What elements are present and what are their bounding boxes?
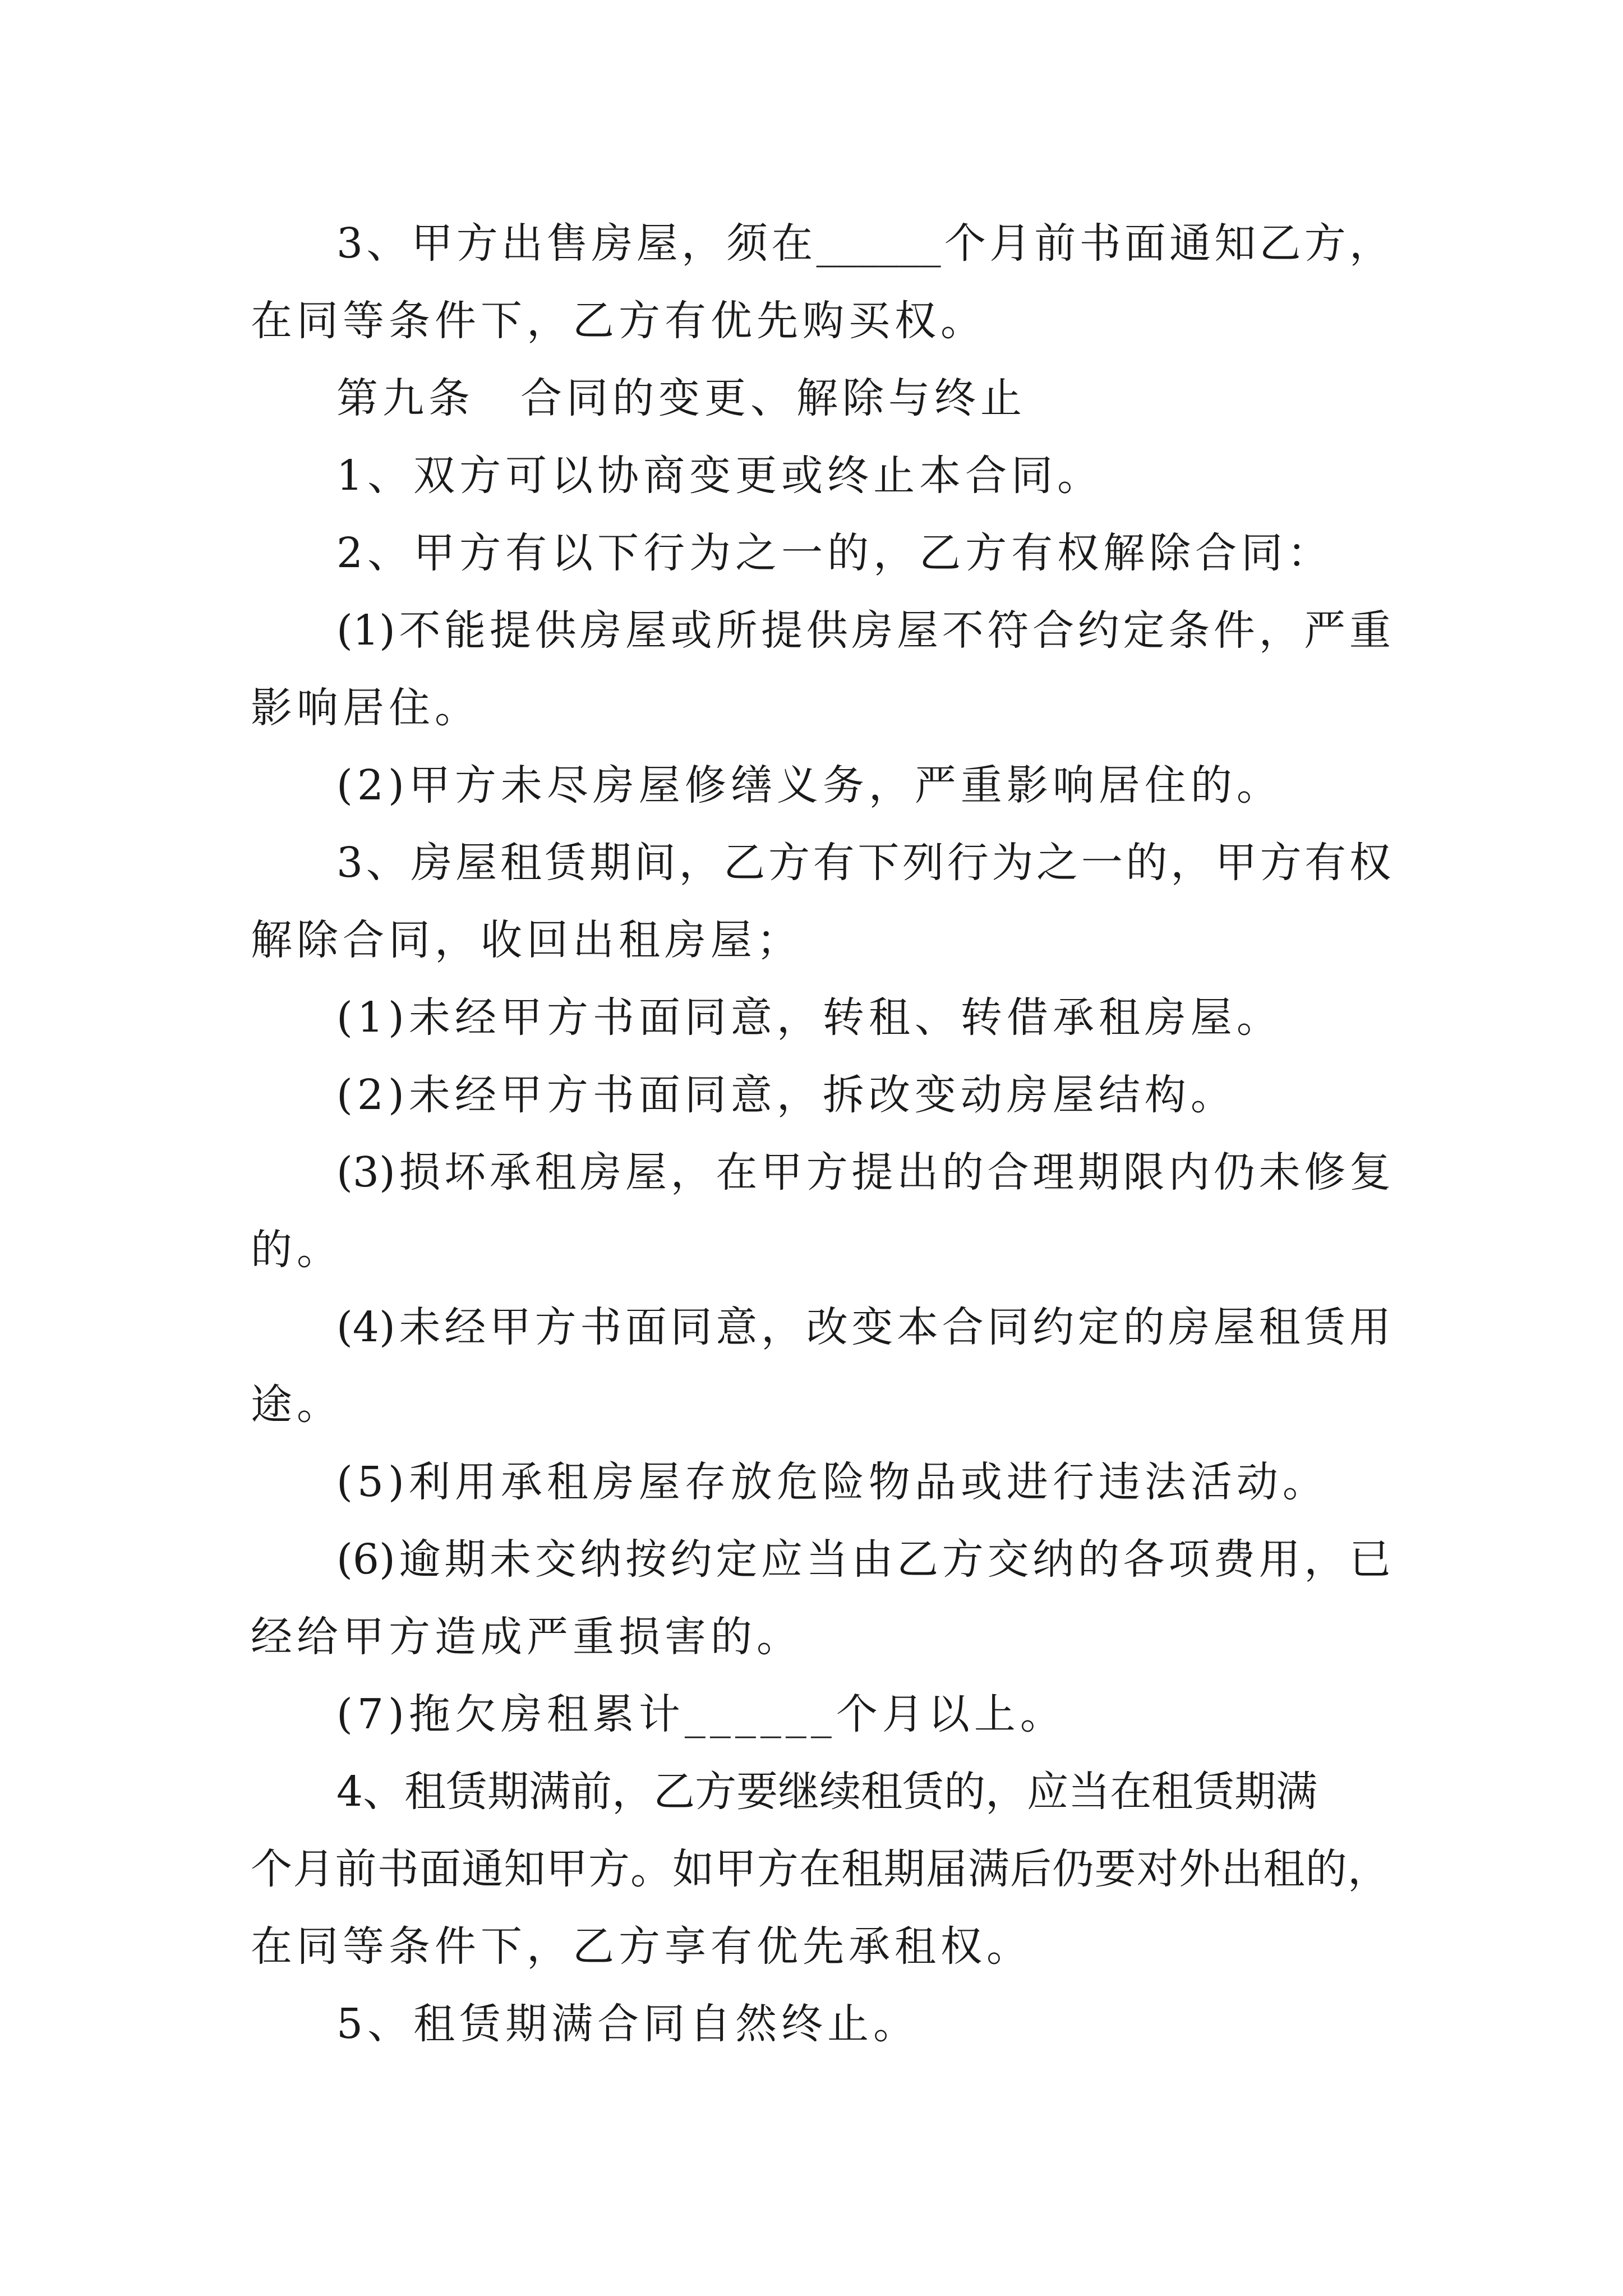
text-line: (4)未经甲方书面同意，改变本合同约定的房屋租赁用	[336, 1303, 1391, 1351]
text-line: 在同等条件下，乙方有优先购买权。	[251, 297, 986, 345]
text-line: (1)未经甲方书面同意，转租、转借承租房屋。	[336, 993, 1283, 1042]
text-line: 途。	[251, 1381, 343, 1429]
text-line: (1)不能提供房屋或所提供房屋不符合约定条件，严重	[336, 606, 1391, 655]
text-line: (6)逾期未交纳按约定应当由乙方交纳的各项费用，已	[336, 1535, 1391, 1584]
text-line: (3)损坏承租房屋，在甲方提出的合理期限内仍未修复	[336, 1148, 1391, 1197]
text-line: 4、租赁期满前，乙方要继续租赁的，应当在租赁期满	[336, 1768, 1318, 1816]
text-line: 3、甲方出售房屋，须在______个月前书面通知乙方，	[336, 219, 1391, 268]
text-line: 3、房屋租赁期间，乙方有下列行为之一的，甲方有权	[336, 839, 1391, 887]
text-line: (5)利用承租房屋存放危险物品或进行违法活动。	[336, 1458, 1329, 1506]
text-line: 的。	[251, 1226, 343, 1274]
text-line: 5、租赁期满合同自然终止。	[336, 2000, 920, 2048]
text-line: (2)甲方未尽房屋修缮义务，严重影响居住的。	[336, 761, 1283, 809]
text-line: 影响居住。	[251, 684, 481, 732]
text-line: 解除合同，收回出租房屋；	[251, 916, 803, 964]
text-line: (2)未经甲方书面同意，拆改变动房屋结构。	[336, 1071, 1237, 1119]
text-line: 1、双方可以协商变更或终止本合同。	[336, 452, 1104, 500]
text-line: 2、甲方有以下行为之一的，乙方有权解除合同：	[336, 529, 1334, 577]
text-line: 在同等条件下，乙方享有优先承租权。	[251, 1922, 1032, 1971]
text-line: (7)拖欠房租累计______个月以上。	[336, 1690, 1066, 1738]
text-line: 第九条 合同的变更、解除与终止	[336, 374, 1026, 422]
text-line: 个月前书面通知甲方。如甲方在租期届满后仍要对外出租的，	[251, 1845, 1389, 1893]
text-line: 经给甲方造成严重损害的。	[251, 1613, 803, 1661]
